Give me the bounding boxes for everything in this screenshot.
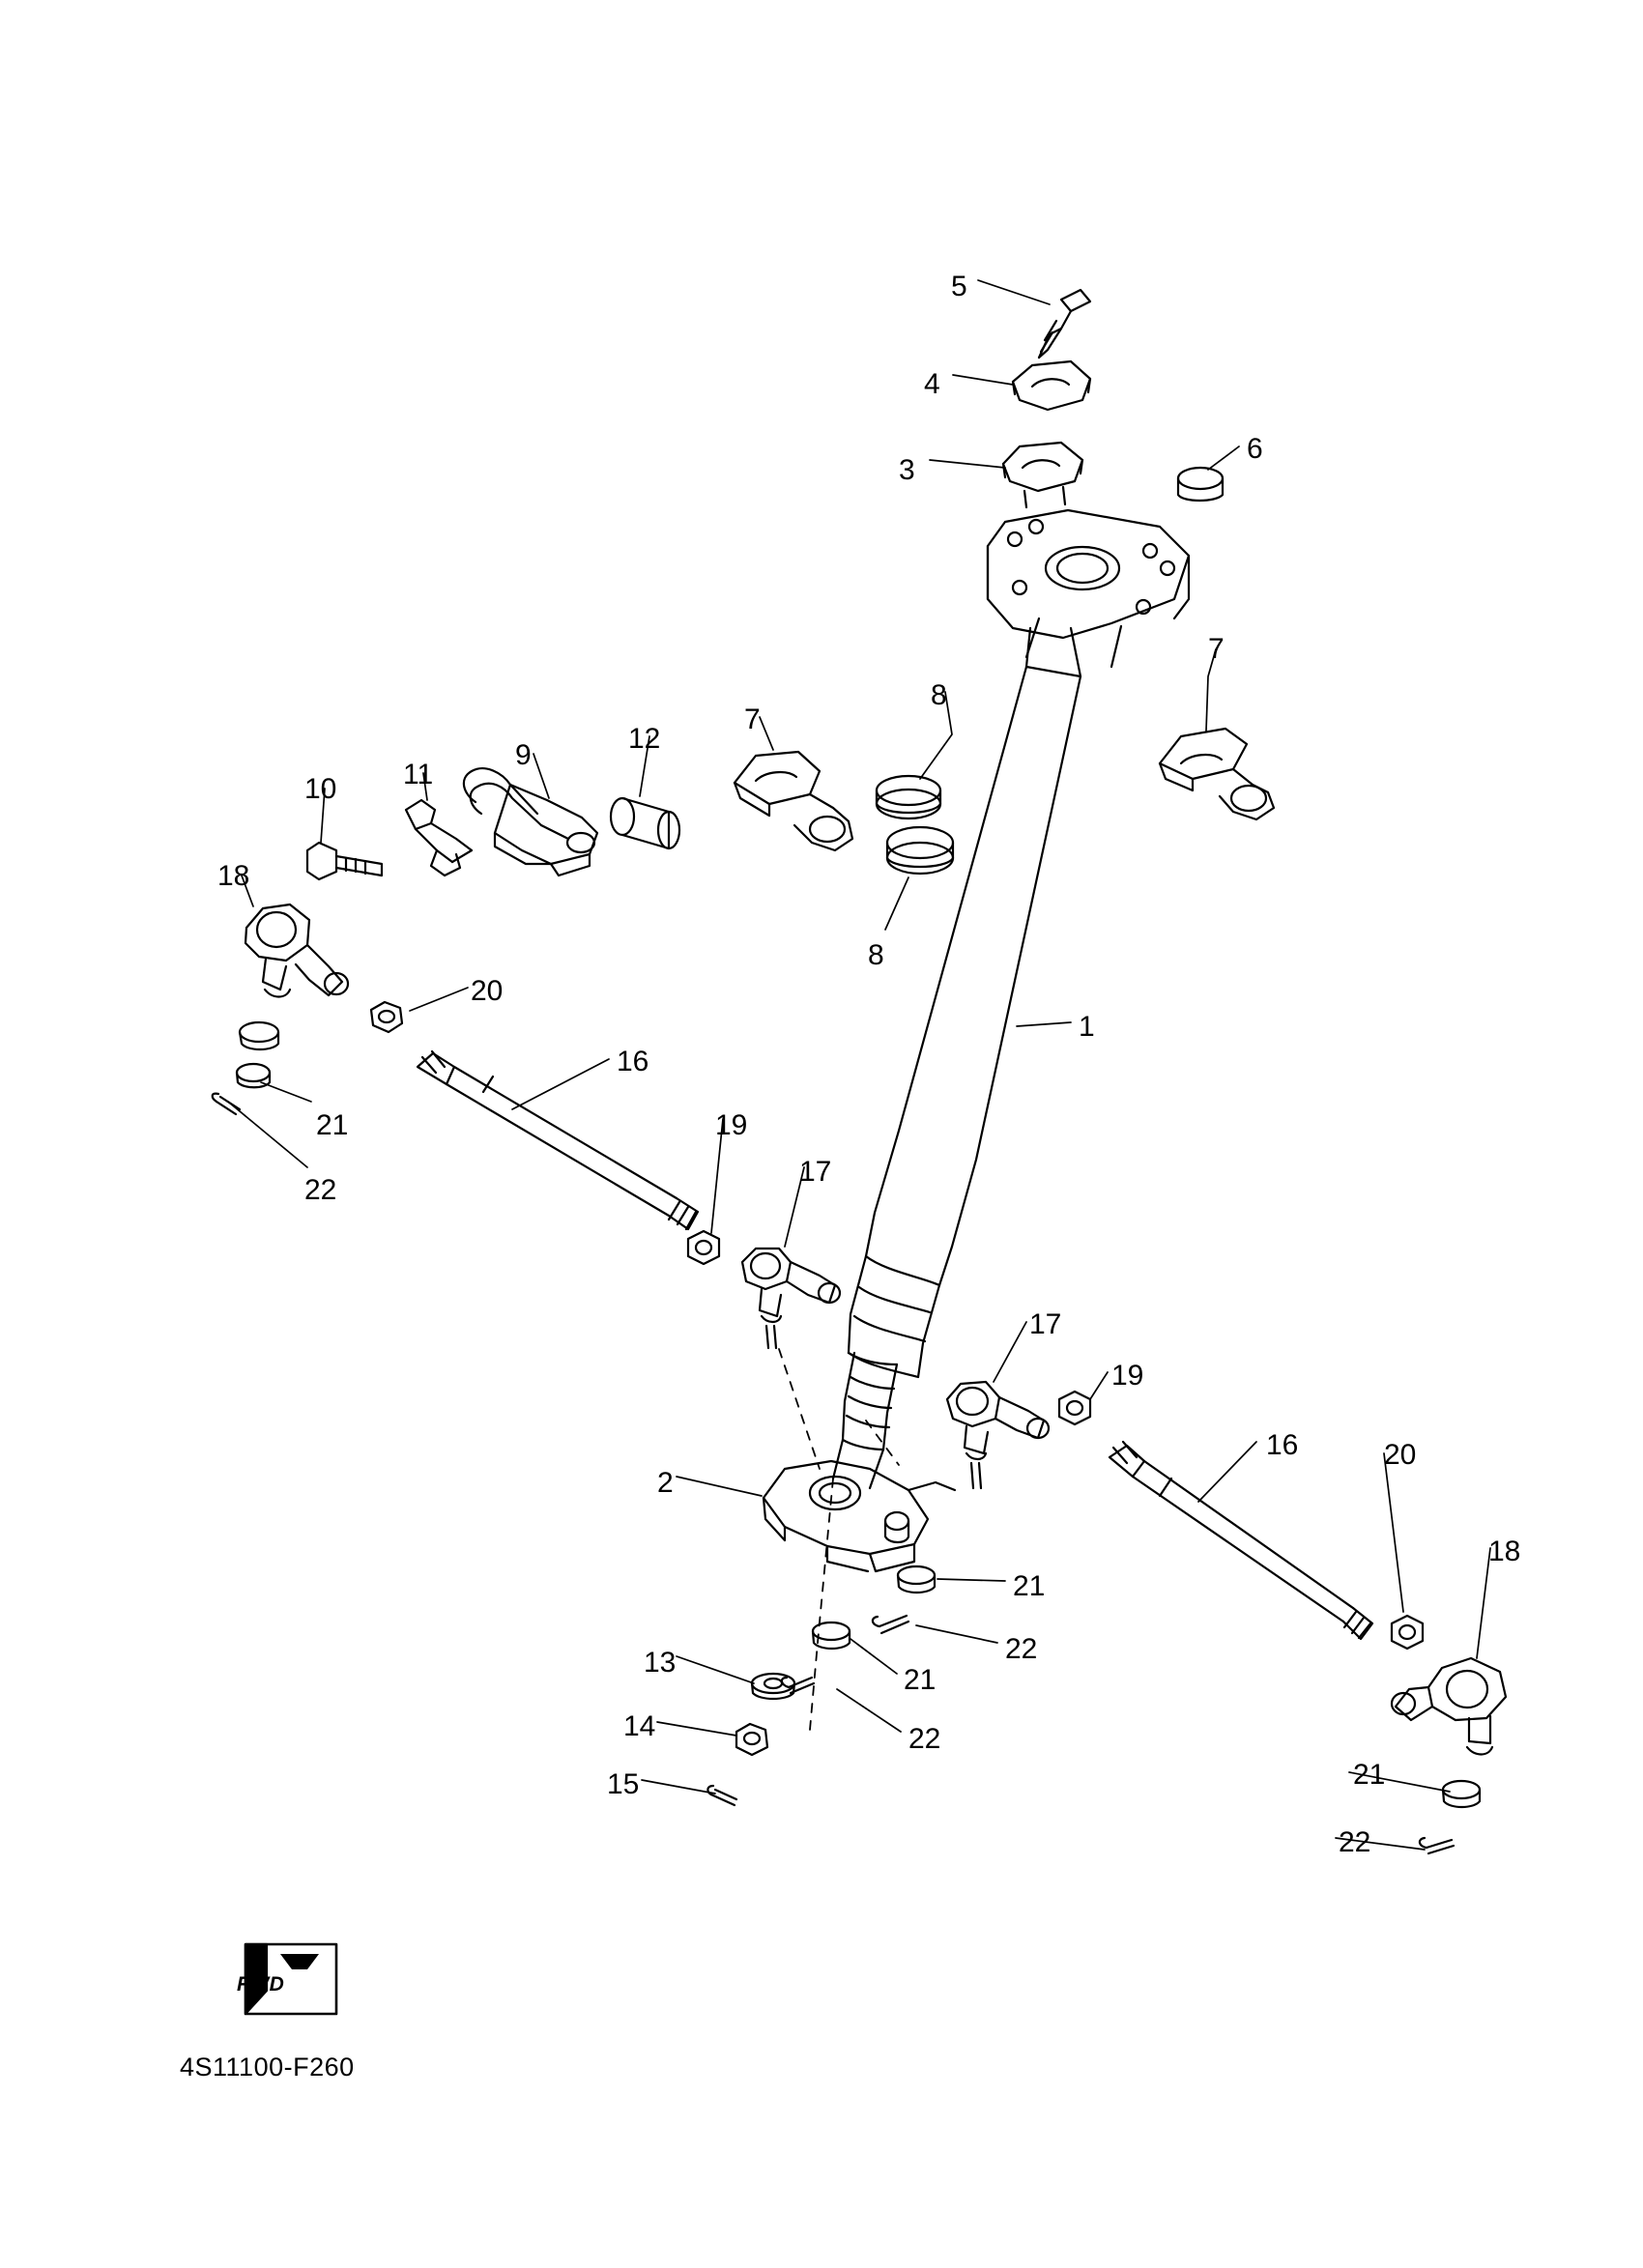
- callout-16-right: 16: [1266, 1429, 1299, 1461]
- callout-2: 2: [657, 1467, 674, 1499]
- callout-3: 3: [899, 454, 915, 486]
- part-9-guide: [464, 768, 597, 876]
- callout-21-bracket-right: 21: [1013, 1570, 1046, 1602]
- part-18-tie-rod-end-right: [1392, 1658, 1506, 1755]
- part-21-washer-right: [1443, 1781, 1480, 1807]
- part-2-lower-bracket: [764, 1461, 955, 1571]
- diagram-part-code: 4S11100-F260: [180, 2053, 355, 2081]
- part-16-tie-rod-left: [418, 1051, 698, 1229]
- callout-19-left: 19: [715, 1109, 748, 1141]
- callout-18-left: 18: [217, 860, 250, 892]
- callout-21-left: 21: [316, 1109, 349, 1141]
- callout-15: 15: [607, 1768, 640, 1800]
- part-21-washer-bracket-right: [898, 1566, 935, 1593]
- callout-20-right: 20: [1384, 1439, 1417, 1471]
- fwd-direction-label: FWD: [237, 1973, 285, 1995]
- callout-17-left: 17: [799, 1156, 832, 1188]
- callout-8-upper: 8: [931, 679, 947, 711]
- callout-12: 12: [628, 723, 661, 755]
- part-20-nut-left: [371, 1002, 402, 1032]
- part-7-bracket-right: [1160, 729, 1274, 819]
- steering-shaft: [833, 628, 1081, 1488]
- part-4-holder-upper: [1013, 361, 1090, 410]
- callout-18-right: 18: [1488, 1536, 1521, 1567]
- part-15-cotter-pin: [707, 1786, 736, 1805]
- callout-16-left: 16: [617, 1046, 649, 1077]
- part-18-tie-rod-end-left: [240, 904, 348, 1049]
- callout-21-right: 21: [1353, 1759, 1386, 1791]
- callout-4: 4: [924, 368, 940, 400]
- callout-11: 11: [403, 759, 434, 790]
- callout-20-left: 20: [471, 975, 504, 1007]
- callout-9: 9: [515, 739, 532, 771]
- callout-17-right: 17: [1029, 1308, 1062, 1340]
- part-6-bushing: [1178, 468, 1223, 501]
- callout-7-right: 7: [1208, 633, 1225, 665]
- callout-22-bracket-right: 22: [1005, 1633, 1038, 1665]
- part-20-nut-right: [1392, 1616, 1423, 1649]
- part-22-cotter-pin-bracket-right: [873, 1616, 908, 1633]
- part-8-rings: [877, 776, 953, 874]
- callout-22-right: 22: [1339, 1826, 1371, 1858]
- callout-14: 14: [623, 1710, 656, 1742]
- part-10-bolt: [307, 843, 382, 879]
- callout-21-centre: 21: [904, 1664, 937, 1696]
- part-14-nut: [736, 1724, 767, 1755]
- callout-22-left: 22: [304, 1174, 337, 1206]
- callout-7-left: 7: [744, 703, 761, 735]
- part-19-nut-right: [1059, 1392, 1090, 1424]
- part-22-cotter-pin-right: [1420, 1838, 1454, 1853]
- callout-5: 5: [951, 271, 967, 302]
- part-17-joint-left: [742, 1249, 840, 1348]
- part-17-joint-right: [947, 1382, 1049, 1488]
- callout-1: 1: [1079, 1011, 1095, 1043]
- callout-6: 6: [1247, 433, 1263, 465]
- part-5-bolt: [1039, 290, 1090, 358]
- part-16-tie-rod-right: [1110, 1442, 1372, 1639]
- part-19-nut-left: [688, 1231, 719, 1264]
- part-7-bracket-left: [735, 752, 852, 850]
- part-12-collar: [611, 798, 679, 848]
- callout-8-lower: 8: [868, 939, 884, 971]
- callout-13: 13: [644, 1647, 677, 1679]
- part-22-cotter-pin-left: [213, 1094, 240, 1114]
- part-3-holder-lower: [1003, 443, 1082, 507]
- callout-19-right: 19: [1111, 1360, 1144, 1392]
- callout-10: 10: [304, 773, 337, 805]
- callout-22-centre: 22: [908, 1723, 941, 1755]
- leader-lines: [228, 280, 1490, 1850]
- upper-mount-plate: [988, 510, 1189, 667]
- part-11-clip: [406, 800, 472, 876]
